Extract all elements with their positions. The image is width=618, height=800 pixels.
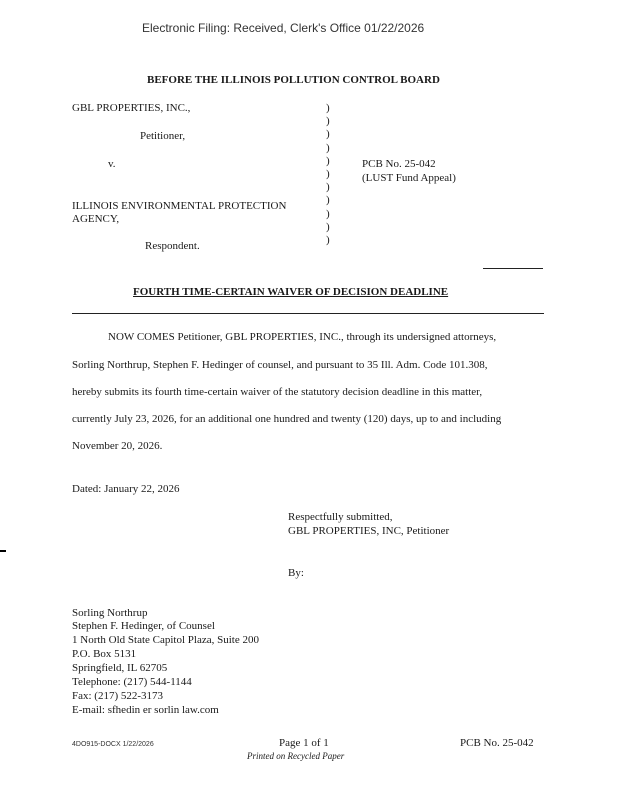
caption-paren: ) [326,168,330,181]
counsel-line: 1 North Old State Capitol Plaza, Suite 200 [72,634,259,646]
counsel-line: Stephen F. Hedinger, of Counsel [72,620,215,632]
petitioner-role: Petitioner, [140,130,186,142]
case-type: (LUST Fund Appeal) [362,172,456,184]
versus: v. [108,158,116,170]
caption-paren: ) [326,154,330,167]
caption-rule [483,268,543,269]
signature-by: By: [288,567,304,579]
counsel-line: Sorling Northrup [72,607,148,619]
body-line: currently July 23, 2026, for an additional one hundred and twenty (120) days, up to and including [72,413,502,425]
title-rule [72,313,544,314]
caption-paren: ) [326,141,330,154]
footer-recycled-note: Printed on Recycled Paper [247,751,345,761]
caption-paren: ) [326,102,330,114]
caption-paren: ) [326,234,330,247]
body-line: November 20, 2026. [72,440,163,452]
counsel-line: P.O. Box 5131 [72,648,137,660]
footer-case-number: PCB No. 25-042 [460,737,534,749]
counsel-line: Springfield, IL 62705 [72,662,168,674]
dated: Dated: January 22, 2026 [72,483,180,495]
signing-party: GBL PROPERTIES, INC, Petitioner [288,525,450,537]
counsel-email: E-mail: sfhedin er sorlin law.com [72,704,219,716]
filing-stamp: Electronic Filing: Received, Clerk's Office 01/22/2026 [142,21,425,35]
caption-paren: ) [326,128,330,141]
counsel-line: Telephone: (217) 544-1144 [72,676,192,688]
document-title: FOURTH TIME-CERTAIN WAIVER OF DECISION DEADLINE [133,286,449,298]
page-edge-mark [0,550,6,552]
caption-paren: ) [326,220,330,233]
respectfully-submitted: Respectfully submitted, [288,511,393,523]
body-line: Sorling Northrup, Stephen F. Hedinger of counsel, and pursuant to 35 Ill. Adm. Code 101.308, [72,359,488,371]
footer-doc-id: 4DO915-DOCX 1/22/2026 [72,741,154,748]
caption-paren-column [326,102,330,247]
petitioner-name: GBL PROPERTIES, INC., [72,102,191,114]
body-line: NOW COMES Petitioner, GBL PROPERTIES, INC., through its undersigned attorneys, [108,331,497,343]
respondent-name-line-1: ILLINOIS ENVIRONMENTAL PROTECTION [72,200,287,212]
counsel-line: Fax: (217) 522-3173 [72,690,164,702]
caption-paren: ) [326,207,330,220]
caption-paren: ) [326,115,330,128]
body-line: hereby submits its fourth time-certain waiver of the statutory decision deadline in this matter, [72,386,483,398]
caption-paren: ) [326,194,330,207]
respondent-role: Respondent. [145,240,200,252]
caption-paren: ) [326,181,330,194]
case-number: PCB No. 25-042 [362,158,436,170]
footer-page-number: Page 1 of 1 [279,737,329,749]
respondent-name-line-2: AGENCY, [72,213,120,225]
board-title: BEFORE THE ILLINOIS POLLUTION CONTROL BOARD [147,74,440,86]
